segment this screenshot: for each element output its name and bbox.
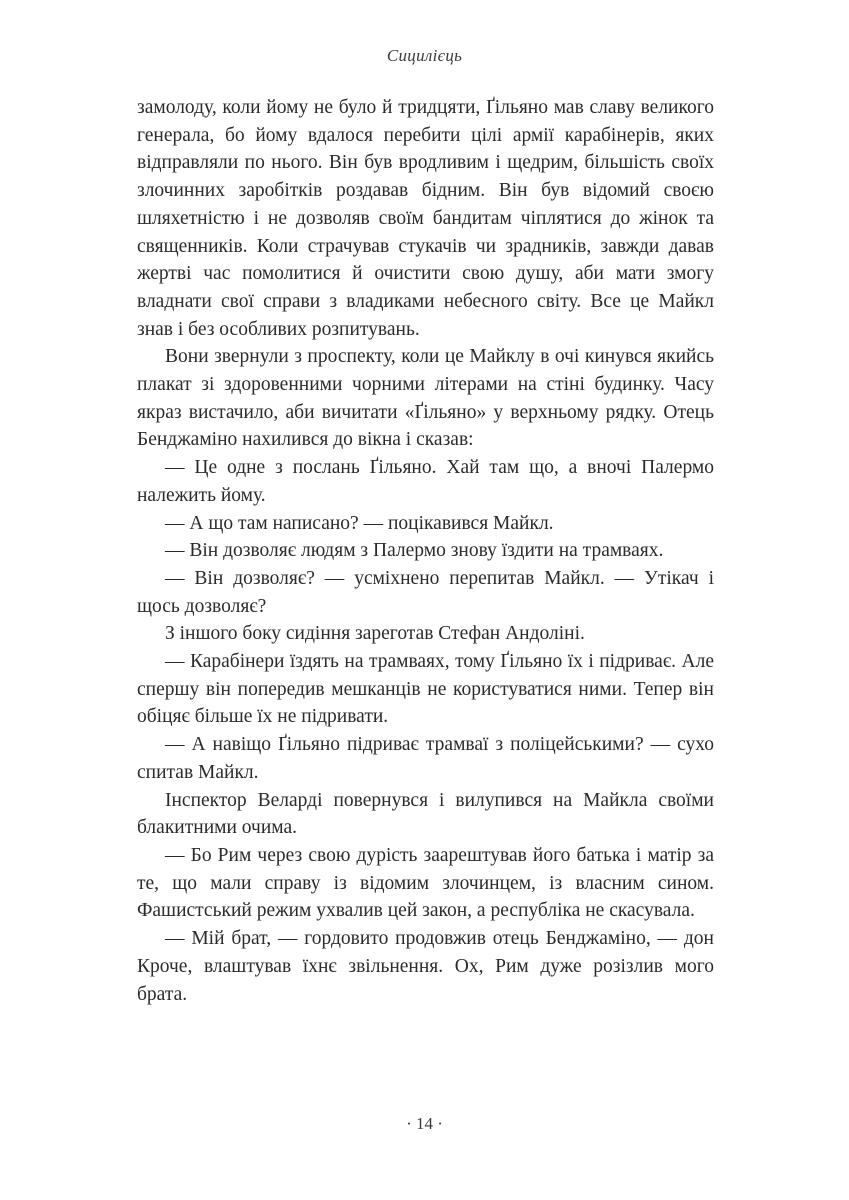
paragraph: — Він дозволяє людям з Палермо знову їздити на трамваях. (165, 540, 664, 562)
paragraph: — Карабінери їздять на трамваях, тому Ґільяно їх і підриває. Але спершу він попередив мешканців не користуватися ними. Тепер він обіцяє більше їх не підривати. (137, 651, 714, 728)
page-body (137, 94, 714, 1008)
paragraph: — Мій брат, — гордовито продовжив отець Бенджаміно, — дон Кроче, влаштував їхнє звільнення. Ох, Рим дуже розізлив мого брата. (137, 928, 714, 1005)
paragraph: Вони звернули з проспекту, коли це Майклу в очі кинувся якийсь плакат зі здоровенними чорними літерами на стіні будинку. Часу якраз вистачило, аби вичитати «Ґільяно» у верхньому рядку. Отець Бенджаміно нахилився до вікна і сказав: (137, 346, 714, 451)
paragraph: З іншого боку сидіння зареготав Стефан Андоліні. (165, 623, 585, 645)
paragraph: — Це одне з послань Ґільяно. Хай там що, а вночі Палермо належить йому. (137, 457, 714, 506)
paragraph: замолоду, коли йому не було й тридцяти, Ґільяно мав славу великого генерала, бо йому вдалося перебити цілі армії карабінерів, яких відправляли по нього. Він був вродливим і щедрим, більшість своїх злочинних заробітків роздавав бідним. Він був відомий своєю шляхетністю і не дозволяв своїм бандитам чіплятися до жінок та священників. Коли страчував стукачів чи зрадників, завжди давав жертві час помолитися й очистити свою душу, аби мати змогу владнати свої справи з владиками небесного світу. Все це Майкл знав і без особливих розпитувань. (137, 97, 714, 340)
paragraph: — А навіщо Ґільяно підриває трамваї з поліцейськими? — сухо спитав Майкл. (137, 734, 714, 783)
running-header: Сицилієць (386, 46, 463, 65)
paragraph: Інспектор Веларді повернувся і вилупився на Майкла своїми блакитними очима. (137, 789, 714, 839)
paragraph: — Бо Рим через свою дурість заарештував його батька і матір за те, що мали справу із відомим злочинцем, із власним сином. Фашистський режим ухвалив цей закон, а республіка не скасувала. (137, 844, 714, 922)
paragraph: — А що там написано? — поцікавився Майкл. (165, 512, 554, 534)
page-number: · 14 · (406, 1114, 443, 1133)
paragraph: — Він дозволяє? — усміхнено перепитав Майкл. — Утікач і щось дозволяє? (137, 567, 714, 617)
